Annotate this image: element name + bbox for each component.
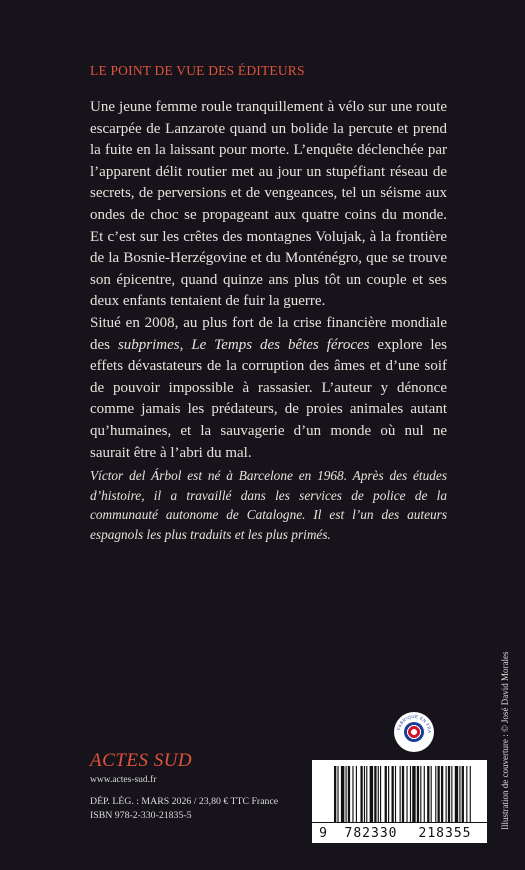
section-heading: LE POINT DE VUE DES ÉDITEURS bbox=[90, 63, 305, 78]
barcode-bar bbox=[424, 766, 425, 822]
para2-mid: , bbox=[179, 336, 192, 353]
svg-text:FABRIQUÉ EN FRANCE bbox=[394, 712, 432, 733]
para2-end: explore les effets dévastateurs de la corruption des âmes et d’une soif de pouvoir impossible à rassasier. L’auteur y dénonce comme jamais les prédateurs, de proies animales autant qu’humaines, et la sauvagerie d’un monde où nul ne saurait être à l’abri du mal. bbox=[90, 336, 448, 461]
barcode-bar bbox=[427, 766, 429, 822]
synopsis-paragraph-1: Une jeune femme roule tranquillement à vélo sur une route escarpée de Lanzarote quand un bolide la percute et prend la fuite en la laissant pour morte. L’enquête déclenchée par l’apparent délit routier met au jour un stupéfiant réseau de secrets, de perversions et de vengeances, tel un séisme aux ondes de choc se propageant aux quatre coins du monde. Et c’est sur les crêtes des montagnes Volujak, à la frontière de la Bosnie-Herzégovine et du Monténégro, que se trouve son épicentre, quand quinze ans plus tôt un couple et ses deux enfants tentaient de fuir la guerre. bbox=[90, 99, 447, 310]
barcode-bar bbox=[448, 766, 450, 822]
barcode-bar bbox=[441, 766, 443, 822]
badge-ring bbox=[394, 712, 434, 752]
barcode-bar bbox=[420, 766, 421, 822]
barcode-bar bbox=[455, 766, 458, 822]
barcode-bar bbox=[374, 766, 376, 822]
para2-book-title: Le Temps des bêtes féroces bbox=[191, 336, 370, 353]
synopsis-paragraph-2 bbox=[90, 313, 447, 464]
barcode-bar bbox=[400, 766, 401, 822]
barcode-bar bbox=[446, 766, 447, 822]
author-bio: Víctor del Árbol est né à Barcelone en 1968. Après des études d’histoire, il a travaillé dans les services de police de la communauté autonome de Catalogne. Il est l’un des auteurs espagnols les plus traduits et les plus primés. bbox=[90, 468, 447, 542]
barcode-bar bbox=[438, 766, 440, 822]
made-in-france-badge bbox=[394, 712, 434, 752]
barcode-bar bbox=[352, 766, 353, 822]
publisher-url: www.actes-sud.fr bbox=[90, 775, 157, 785]
barcode-bar bbox=[470, 766, 471, 822]
barcode-lead-digit: 9 bbox=[319, 825, 327, 841]
barcode-bar bbox=[380, 766, 381, 822]
publisher-logo: ACTES SUD bbox=[90, 750, 193, 771]
barcode-bar bbox=[402, 766, 404, 822]
barcode-bar bbox=[406, 766, 407, 822]
barcode-bar bbox=[459, 766, 460, 822]
barcode-bar bbox=[378, 766, 379, 822]
badge-text: FABRIQUÉ EN FRA bbox=[396, 713, 433, 734]
barcode-bar bbox=[341, 766, 344, 822]
barcode-bar bbox=[412, 766, 415, 822]
barcode-bar bbox=[356, 766, 357, 822]
barcode-bar bbox=[337, 766, 338, 822]
barcode-bar bbox=[395, 766, 396, 822]
legal-deposit: DÉP. LÉG. : MARS 2026 / 23,80 € TTC France bbox=[90, 796, 279, 807]
barcode-bar bbox=[348, 766, 350, 822]
barcode-bar bbox=[392, 766, 394, 822]
barcode-bar bbox=[417, 766, 419, 822]
barcode-bar bbox=[334, 766, 336, 822]
barcode-group-2: 218355 bbox=[418, 825, 472, 841]
barcode-bar bbox=[360, 766, 362, 822]
barcode-bar bbox=[431, 766, 432, 822]
isbn: ISBN 978-2-330-21835-5 bbox=[90, 810, 192, 821]
barcode-digits bbox=[312, 823, 487, 843]
barcode-bar bbox=[385, 766, 387, 822]
barcode-bar bbox=[462, 766, 464, 822]
barcode-bar bbox=[364, 766, 365, 822]
legal-info bbox=[90, 795, 278, 823]
barcode-bars bbox=[312, 760, 487, 822]
para2-start: Situé en 2008, au plus fort de la crise financière mondiale des bbox=[90, 314, 447, 353]
para2-italic-subprimes: subprimes bbox=[117, 336, 180, 353]
cover-credit: Illustration de couverture : © José David Morales bbox=[500, 651, 510, 830]
barcode-bar bbox=[370, 766, 373, 822]
barcode-group-1: 782330 bbox=[344, 825, 398, 841]
barcode-bar bbox=[388, 766, 389, 822]
barcode-bar bbox=[466, 766, 467, 822]
barcode-bar bbox=[366, 766, 367, 822]
barcode-bar bbox=[435, 766, 436, 822]
barcode-bar bbox=[346, 766, 347, 822]
barcode bbox=[312, 760, 487, 822]
synopsis-text bbox=[90, 97, 447, 464]
barcode-bar bbox=[451, 766, 452, 822]
barcode-bar bbox=[410, 766, 411, 822]
